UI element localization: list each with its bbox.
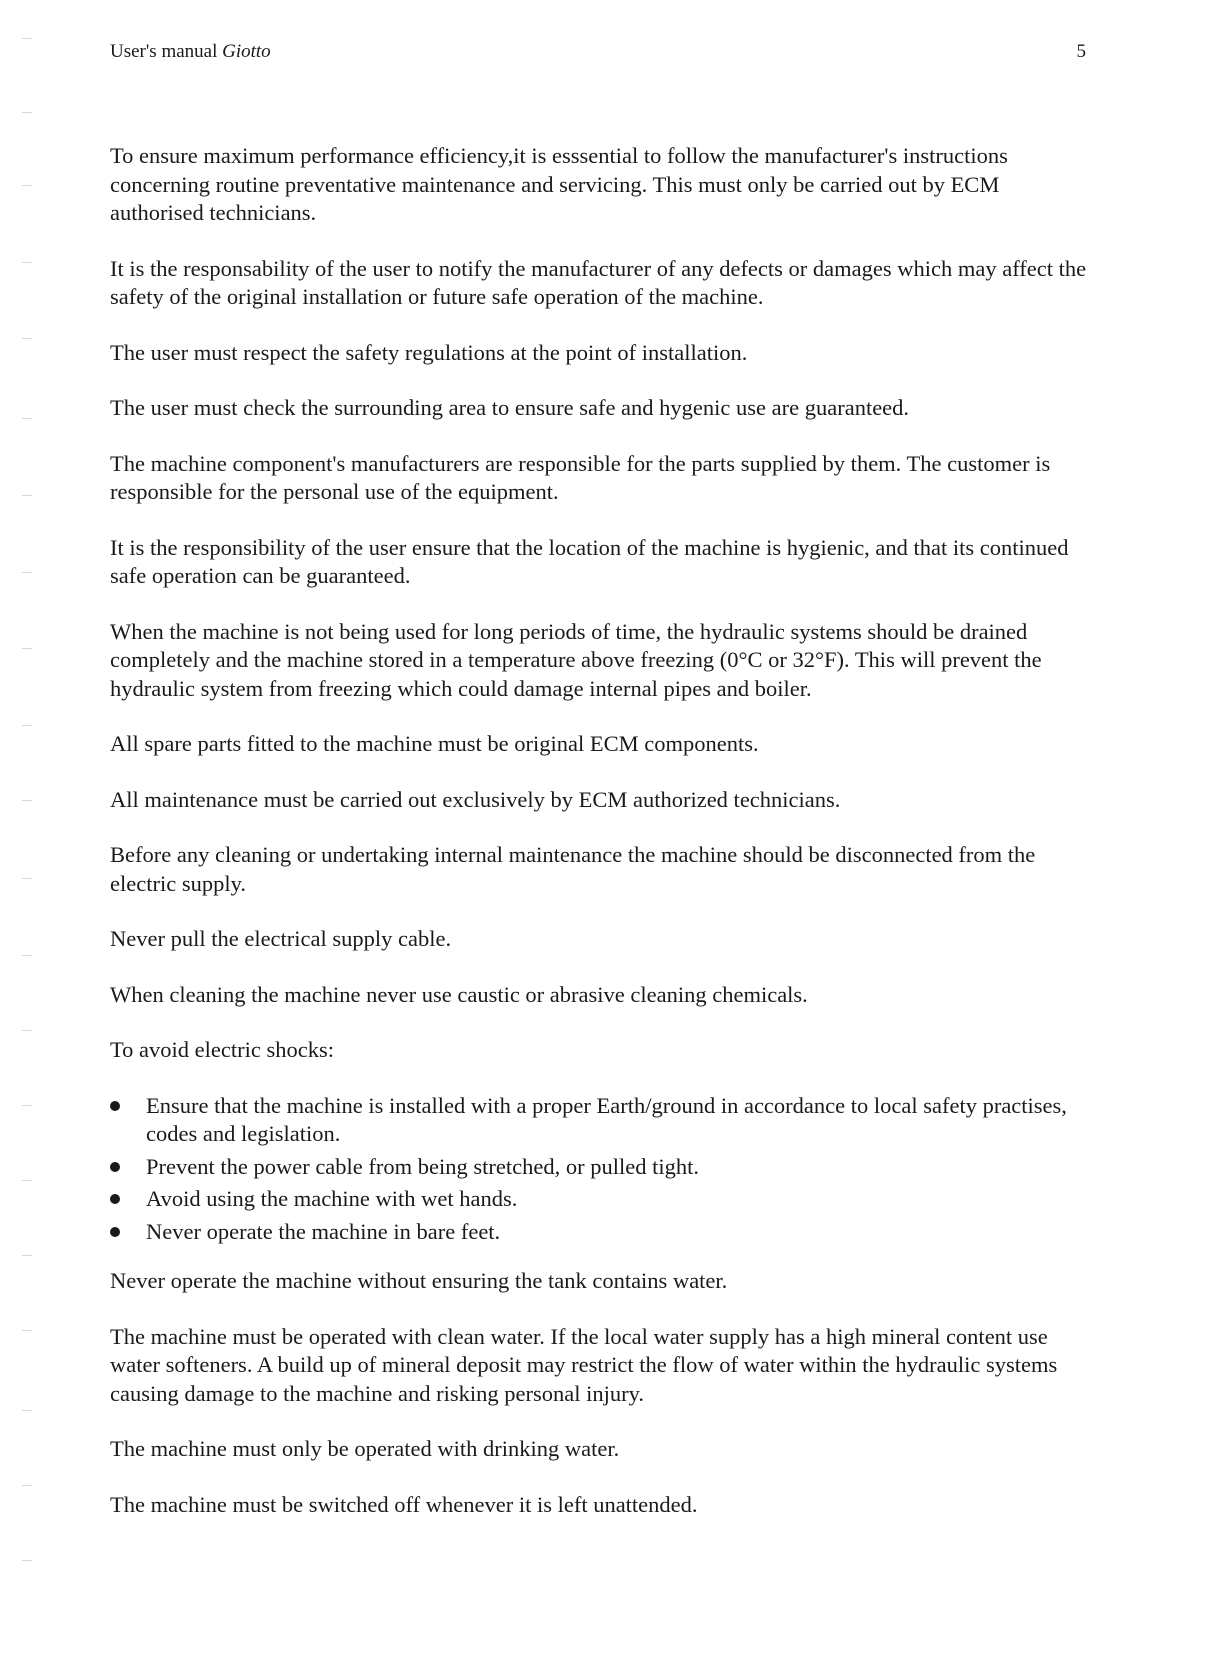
- page-body: [110, 142, 1090, 1546]
- margin-mark: [22, 1560, 32, 1561]
- margin-mark: [22, 1330, 32, 1331]
- margin-mark: [22, 1180, 32, 1181]
- margin-mark: [22, 572, 32, 573]
- page-header: [110, 40, 1086, 64]
- margin-mark: [22, 955, 32, 956]
- paragraph-maintenance-instructions: To ensure maximum performance efficiency,it is esssential to follow the manufacturer's instructions concerning routine preventative maintenance and servicing. This must only be carried out by ECM authorised technicians.: [110, 143, 1008, 225]
- paragraph-switch-off: The machine must be switched off whenever it is left unattended.: [110, 1491, 698, 1517]
- margin-mark: [22, 495, 32, 496]
- paragraph-authorized-technicians: All maintenance must be carried out exclusively by ECM authorized technicians.: [110, 786, 841, 812]
- paragraph-spare-parts: All spare parts fitted to the machine must be original ECM components.: [110, 731, 759, 756]
- list-item: [110, 1092, 1090, 1149]
- paragraph-hygienic-location: It is the responsibility of the user ensure that the location of the machine is hygienic, and that its continued safe operation can be guaranteed.: [110, 534, 1069, 588]
- margin-mark: [22, 418, 32, 419]
- margin-mark: [22, 1485, 32, 1486]
- margin-mark: [22, 112, 32, 113]
- scan-margin-marks: [22, 0, 34, 1680]
- paragraph-component-manufacturers: The machine component's manufacturers are responsible for the parts supplied by them. The customer is responsible for the personal use of the equipment.: [110, 450, 1051, 504]
- header-title-prefix: User's manual: [110, 41, 218, 62]
- storage-freezing-text: When the machine is not being used for long periods of time, the hydraulic systems should be drained completely and the machine stored in a temperature above freezing (0°C or 32°F). This will prevent the hydraulic system from freezing which could damage internal pipes and boiler.: [110, 618, 1042, 701]
- margin-mark: [22, 1255, 32, 1256]
- paragraph-safety-regulations: The user must respect the safety regulations at the point of installation.: [110, 339, 748, 365]
- margin-mark: [22, 725, 32, 726]
- paragraph-electric-shocks-intro: To avoid electric shocks:: [110, 1037, 334, 1062]
- list-item-text: Ensure that the machine is installed with a proper Earth/ground in accordance to local safety practises, codes and legislation.: [146, 1092, 1067, 1146]
- paragraph-drinking-water: The machine must only be operated with drinking water.: [110, 1436, 620, 1461]
- list-item: [110, 1153, 1090, 1182]
- paragraph-cleaning-chemicals: When cleaning the machine never use caustic or abrasive cleaning chemicals.: [110, 981, 808, 1007]
- paragraph-storage-freezing: [110, 618, 1090, 704]
- margin-mark: [22, 262, 32, 263]
- list-item-text: Avoid using the machine with wet hands.: [146, 1186, 518, 1211]
- list-item: [110, 1218, 1090, 1247]
- bullet-icon: [110, 1194, 120, 1204]
- bullet-icon: [110, 1227, 120, 1237]
- electric-shock-bullet-list: [110, 1092, 1090, 1247]
- paragraph-notify-defects: It is the responsability of the user to notify the manufacturer of any defects or damages which may affect the safety of the original installation or future safe operation of the machine.: [110, 255, 1087, 309]
- margin-mark: [22, 648, 32, 649]
- header-title: [110, 41, 271, 62]
- margin-mark: [22, 1105, 32, 1106]
- margin-mark: [22, 185, 32, 186]
- paragraph-surrounding-area: The user must check the surrounding area to ensure safe and hygenic use are guaranteed.: [110, 395, 910, 420]
- list-item-text: Never operate the machine in bare feet.: [146, 1218, 501, 1244]
- list-item: [110, 1185, 1090, 1214]
- bullet-icon: [110, 1162, 120, 1172]
- margin-mark: [22, 1030, 32, 1031]
- header-title-model: Giotto: [222, 41, 271, 62]
- list-item-text: Prevent the power cable from being stretched, or pulled tight.: [146, 1153, 699, 1179]
- margin-mark: [22, 38, 32, 39]
- paragraph-clean-water: The machine must be operated with clean water. If the local water supply has a high mineral content use water softeners. A build up of mineral deposit may restrict the flow of water within the hydraulic systems causing damage to the machine and risking personal injury.: [110, 1323, 1058, 1406]
- paragraph-disconnect-supply: Before any cleaning or undertaking internal maintenance the machine should be disconnected from the electric supply.: [110, 842, 1036, 896]
- margin-mark: [22, 338, 32, 339]
- paragraph-tank-water: Never operate the machine without ensuring the tank contains water.: [110, 1268, 728, 1293]
- margin-mark: [22, 878, 32, 879]
- paragraph-supply-cable: Never pull the electrical supply cable.: [110, 926, 452, 951]
- margin-mark: [22, 1410, 32, 1411]
- page-number: 5: [1076, 41, 1086, 62]
- bullet-icon: [110, 1101, 120, 1111]
- margin-mark: [22, 800, 32, 801]
